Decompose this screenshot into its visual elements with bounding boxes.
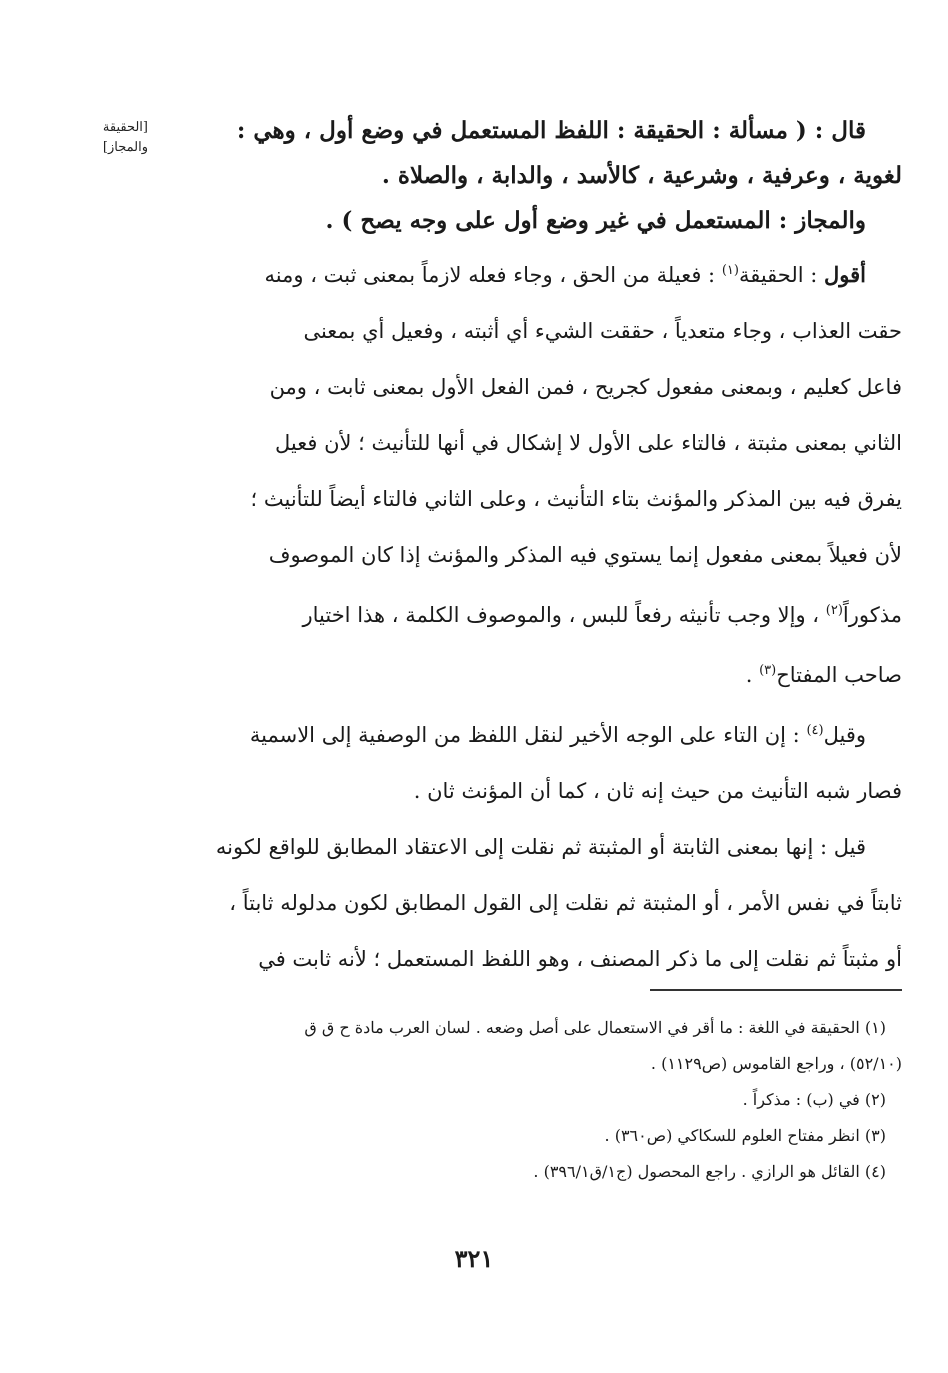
sharh-line — [46, 583, 902, 643]
sharh-line: لأن فعيلاً بمعنى مفعول إنما يستوي فيه المذكر والمؤنث إذا كان الموصوف — [268, 543, 902, 567]
sharh-line: ثابتاً في نفس الأمر ، أو المثبتة ثم نقلت إلى القول المطابق لكون مدلوله ثابتاً ، — [229, 891, 902, 915]
footnote-ref[interactable]: (٤) — [806, 723, 824, 738]
sharh-text: وقيل — [823, 723, 866, 747]
sharh-text: : فعيلة من الحق ، وجاء فعله لازماً بمعنى ثبت ، ومنه — [264, 263, 722, 287]
margin-note-line: والمجاز] — [102, 140, 148, 155]
footnote: (٥٢/١٠) ، وراجع القاموس (ص١١٢٩) . — [650, 1054, 902, 1073]
sharh-text: مذكوراً — [842, 603, 902, 627]
footnote-ref[interactable]: (١) — [721, 263, 739, 278]
lead-word: أقول — [824, 262, 866, 287]
sharh-text: ، وإلا وجب تأنيثه رفعاً للبس ، والموصوف الكلمة ، هذا اختيار — [302, 603, 826, 627]
matn-line: لغوية ، وعرفية ، وشرعية ، كالأسد ، والدابة ، والصلاة . — [381, 162, 902, 189]
sharh-line — [46, 243, 902, 303]
footnote-ref[interactable]: (٢) — [825, 603, 843, 618]
sharh-line: الثاني بمعنى مثبتة ، فالتاء على الأول لا إشكال في أنها للتأنيث ؛ لأن فعيل — [275, 431, 902, 455]
matn-line: والمجاز : المستعمل في غير وضع أول على وجه يصح ) . — [325, 207, 866, 234]
sharh-line: قيل : إنها بمعنى الثابتة أو المثبتة ثم نقلت إلى الاعتقاد المطابق للواقع لكونه — [215, 835, 866, 859]
sharh-text: : الحقيقة — [738, 263, 825, 287]
page-number: ٣٢١ — [454, 1244, 494, 1273]
main-text — [46, 108, 902, 987]
sharh-text: : إن التاء على الوجه الأخير لنقل اللفظ من الوصفية إلى الاسمية — [249, 723, 807, 747]
sharh-line — [46, 643, 902, 703]
sharh-line: يفرق فيه بين المذكر والمؤنث بتاء التأنيث ، وعلى الثاني فالتاء أيضاً للتأنيث ؛ — [250, 487, 902, 511]
sharh-text: . — [745, 663, 760, 687]
sharh-line: فصار شبه التأنيث من حيث إنه ثان ، كما أن المؤنث ثان . — [413, 779, 902, 803]
footnotes — [46, 1010, 902, 1190]
matn-line: قال : ( مسألة : الحقيقة : اللفظ المستعمل في وضع أول ، وهي : — [236, 117, 866, 144]
footnote-separator — [650, 989, 902, 991]
sharh-text: صاحب المفتاح — [776, 663, 902, 687]
sharh-line: فاعل كعليم ، وبمعنى مفعول كجريح ، فمن الفعل الأول بمعنى ثابت ، ومن — [269, 375, 902, 399]
sharh-line: حقت العذاب ، وجاء متعدياً ، حققت الشيء أي أثبته ، وفعيل أي بمعنى — [303, 319, 902, 343]
footnote: (٢) في (ب) : مذكراً . — [742, 1090, 886, 1109]
footnote: (١) الحقيقة في اللغة : ما أقر في الاستعمال على أصل وضعه . لسان العرب مادة ح ق ق — [304, 1018, 886, 1037]
sharh-line: أو مثبتاً ثم نقلت إلى ما ذكر المصنف ، وهو اللفظ المستعمل ؛ لأنه ثابت في — [258, 947, 902, 971]
margin-note-line: [الحقيقة — [102, 120, 148, 135]
footnote: (٤) القائل هو الرازي . راجع المحصول (ج١/ق٣٩٦/١) . — [533, 1162, 886, 1181]
sharh-line — [46, 703, 902, 763]
footnote: (٣) انظر مفتاح العلوم للسكاكي (ص٣٦٠) . — [604, 1126, 886, 1145]
footnote-ref[interactable]: (٣) — [759, 663, 777, 678]
